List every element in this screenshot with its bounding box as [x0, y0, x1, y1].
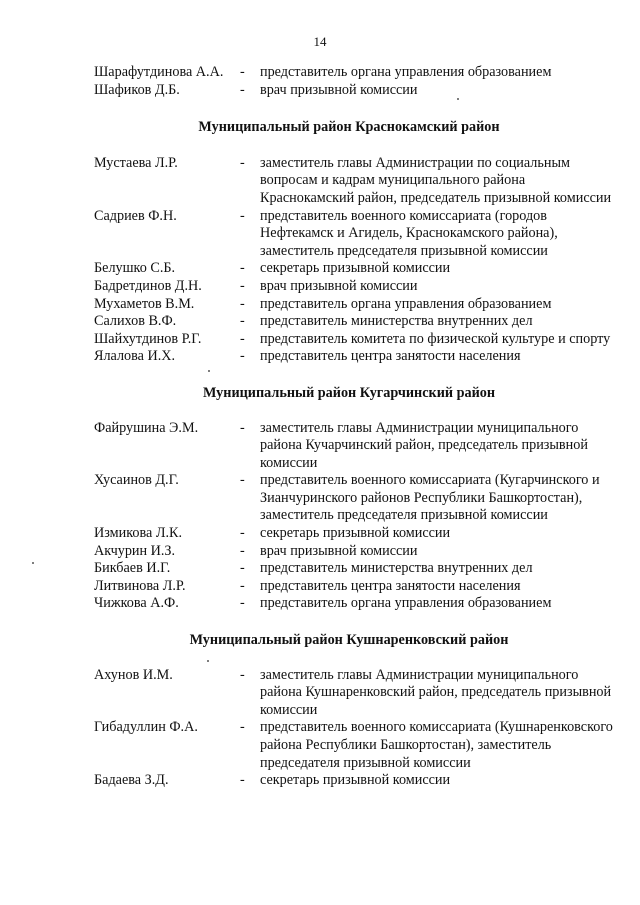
member-dash: -	[240, 313, 245, 330]
member-row	[94, 525, 614, 543]
member-row	[94, 260, 614, 278]
member-row	[94, 772, 614, 790]
member-row	[94, 278, 614, 296]
scan-speck	[457, 98, 459, 100]
member-role: секретарь призывной комиссии	[260, 260, 451, 277]
member-role: представитель министерства внутренних дел	[260, 313, 533, 330]
member-dash: -	[240, 64, 245, 80]
member-role: секретарь призывной комиссии	[260, 525, 451, 542]
section-title: Муниципальный район Кугарчинский район	[202, 384, 496, 401]
section-member-list	[94, 420, 614, 614]
member-name: Бадретдинов Д.Н.	[94, 277, 202, 294]
member-dash: -	[240, 542, 245, 559]
district-sections	[94, 119, 614, 790]
member-name: Шарафутдинова А.А.	[94, 64, 224, 80]
member-name: Мухаметов В.М.	[94, 295, 195, 312]
member-dash: -	[240, 330, 245, 347]
member-role: представитель военного комиссариата (городов Нефтекамск и Агидель, Краснокамского района), заместитель председателя призывной комиссии	[260, 207, 558, 259]
member-dash: -	[240, 666, 245, 683]
member-name: Ахунов И.М.	[94, 666, 173, 683]
member-name: Шафиков Д.Б.	[94, 81, 180, 98]
member-role: представитель военного комиссариата (Кушнаренковского района Республики Башкортостан), заместитель председателя призывной комиссии	[260, 719, 613, 771]
member-name: Бадаева З.Д.	[94, 772, 169, 789]
section-title: Муниципальный район Краснокамский район	[198, 119, 500, 136]
document-body	[94, 64, 614, 790]
member-name: Ялалова И.Х.	[94, 348, 176, 365]
member-role: заместитель главы Администрации по социальным вопросам и кадрам муниципального района Краснокамский район, председатель призывной комиссии	[260, 154, 612, 206]
member-role: врач призывной комиссии	[260, 542, 418, 559]
member-role: представитель военного комиссариата (Кугарчинского и Зианчуринского районов Республики Башкортостан), заместитель председателя призывной комиссии	[260, 472, 600, 524]
member-dash: -	[240, 207, 245, 224]
member-role: представитель центра занятости населения	[260, 348, 521, 365]
member-name: Хусаинов Д.Г.	[94, 472, 179, 489]
member-row	[94, 155, 614, 208]
member-row	[94, 331, 614, 349]
intro-member-list	[94, 64, 614, 99]
member-dash: -	[240, 81, 245, 98]
member-role: представитель центра занятости населения	[260, 577, 521, 594]
member-dash: -	[240, 260, 245, 277]
member-row	[94, 472, 614, 525]
member-row	[94, 420, 614, 473]
member-dash: -	[240, 560, 245, 577]
member-name: Мустаева Л.Р.	[94, 154, 178, 171]
member-row	[94, 313, 614, 331]
member-dash: -	[240, 577, 245, 594]
member-name: Чижкова А.Ф.	[94, 595, 179, 612]
member-dash: -	[240, 525, 245, 542]
member-row	[94, 578, 614, 596]
member-row	[94, 667, 614, 720]
member-name: Измикова Л.К.	[94, 525, 183, 542]
member-dash: -	[240, 719, 245, 736]
member-row	[94, 64, 614, 82]
page-number: 14	[313, 34, 327, 49]
member-role: представитель органа управления образованием	[260, 64, 552, 80]
member-row	[94, 595, 614, 613]
member-name: Садриев Ф.Н.	[94, 207, 177, 224]
member-row	[94, 543, 614, 561]
member-role: представитель органа управления образованием	[260, 595, 552, 612]
member-row	[94, 348, 614, 366]
member-row	[94, 560, 614, 578]
member-name: Белушко С.Б.	[94, 260, 176, 277]
member-role: представитель комитета по физической культуре и спорту	[260, 330, 611, 347]
member-dash: -	[240, 277, 245, 294]
member-dash: -	[240, 419, 245, 436]
member-role: представитель органа управления образованием	[260, 295, 552, 312]
member-row	[94, 82, 614, 100]
member-name: Шайхутдинов Р.Г.	[94, 330, 202, 347]
member-dash: -	[240, 295, 245, 312]
member-name: Файрушина Э.М.	[94, 419, 199, 436]
member-row	[94, 719, 614, 772]
section-title: Муниципальный район Кушнаренковский район	[189, 632, 509, 649]
member-dash: -	[240, 772, 245, 789]
member-role: врач призывной комиссии	[260, 277, 418, 294]
member-name: Литвинова Л.Р.	[94, 577, 186, 594]
member-row	[94, 208, 614, 261]
member-dash: -	[240, 348, 245, 365]
member-name: Салихов В.Ф.	[94, 313, 177, 330]
member-name: Акчурин И.З.	[94, 542, 176, 559]
member-role: представитель министерства внутренних дел	[260, 560, 533, 577]
member-role: врач призывной комиссии	[260, 81, 418, 98]
member-name: Гибадуллин Ф.А.	[94, 719, 198, 736]
member-dash: -	[240, 154, 245, 171]
member-role: заместитель главы Администрации муниципального района Кучарчинский район, председатель призывной комиссии	[260, 419, 588, 471]
member-name: Бикбаев И.Г.	[94, 560, 171, 577]
scan-speck	[32, 562, 34, 564]
member-row	[94, 296, 614, 314]
section-member-list	[94, 155, 614, 366]
member-dash: -	[240, 595, 245, 612]
member-dash: -	[240, 472, 245, 489]
section-member-list	[94, 667, 614, 790]
member-role: заместитель главы Администрации муниципального района Кушнаренковский район, председатель призывной комиссии	[260, 666, 612, 718]
scan-speck	[207, 660, 209, 662]
member-role: секретарь призывной комиссии	[260, 772, 451, 789]
scan-speck	[208, 370, 210, 372]
